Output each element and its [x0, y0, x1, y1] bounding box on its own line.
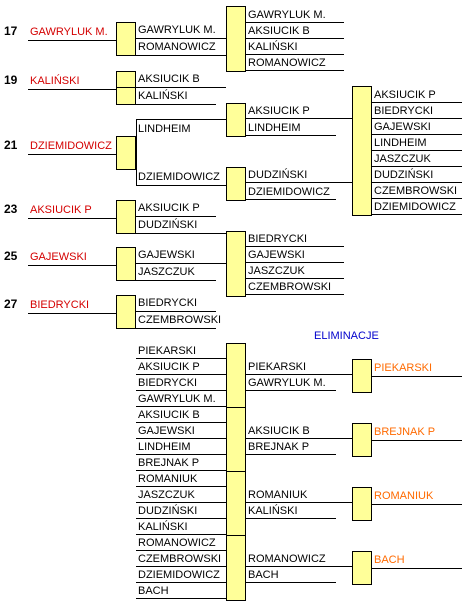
elim-pair-entry: AKSIUCIK B — [248, 425, 310, 437]
elim-winner: BACH — [374, 554, 405, 566]
elim-pair-entry: BREJNAK P — [248, 441, 310, 453]
elim-winner: BREJNAK P — [374, 426, 436, 438]
elim-pair-entry: ROMANOWICZ — [248, 553, 326, 565]
elim-pair-entry: KALIŃSKI — [248, 505, 298, 517]
bracket-entry: CZEMBROWSKI — [374, 185, 458, 197]
elim-entry: BREJNAK P — [138, 457, 200, 469]
bracket-entry: AKSIUCIK B — [138, 73, 200, 85]
bracket-entry: DUDZIŃSKI — [374, 169, 434, 181]
bracket-entry: DZIEMIDOWICZ — [374, 201, 456, 213]
bracket-box — [116, 71, 136, 105]
bracket-box — [226, 167, 246, 201]
round-number: 17 — [4, 24, 18, 38]
bracket-entry: JASZCZUK — [248, 265, 305, 277]
round-number: 27 — [4, 297, 18, 311]
bracket-box — [116, 200, 136, 234]
bracket-entry: KALIŃSKI — [138, 90, 188, 102]
bracket-box — [352, 423, 372, 457]
elim-pair-entry: GAWRYLUK M. — [248, 377, 326, 389]
round-player: GAJEWSKI — [30, 251, 87, 263]
bracket-entry: JASZCZUK — [374, 153, 431, 165]
bracket-entry: KALIŃSKI — [248, 41, 298, 53]
bracket-entry: ROMANOWICZ — [138, 41, 216, 53]
elim-entry: AKSIUCIK P — [138, 361, 200, 373]
eliminacje-title: ELIMINACJE — [314, 330, 379, 342]
elim-entry: AKSIUCIK B — [138, 409, 200, 421]
bracket-entry: DZIEMIDOWICZ — [248, 186, 330, 198]
elim-entry: JASZCZUK — [138, 489, 195, 501]
bracket-entry: ROMANOWICZ — [248, 57, 326, 69]
elim-pair-entry: BACH — [248, 569, 279, 581]
round-player: BIEDRYCKI — [30, 299, 90, 311]
elim-entry: LINDHEIM — [138, 441, 191, 453]
elim-entry: DUDZIŃSKI — [138, 505, 198, 517]
bracket-entry: LINDHEIM — [248, 122, 301, 134]
bracket-entry: CZEMBROWSKI — [248, 281, 332, 293]
bracket-box — [226, 103, 246, 137]
bracket-box — [352, 487, 372, 521]
elim-entry: CZEMBROWSKI — [138, 553, 222, 565]
round-number: 23 — [4, 202, 18, 216]
round-number: 21 — [4, 138, 18, 152]
bracket-entry: AKSIUCIK P — [374, 89, 436, 101]
round-player: KALIŃSKI — [30, 75, 80, 87]
bracket-box — [226, 535, 246, 601]
bracket-entry: GAWRYLUK M. — [248, 9, 326, 21]
round-player: GAWRYLUK M. — [30, 26, 108, 38]
bracket-entry: LINDHEIM — [374, 137, 427, 149]
elim-winner: ROMANIUK — [374, 490, 434, 502]
bracket-entry: BIEDRYCKI — [248, 233, 308, 245]
bracket-box — [352, 86, 372, 216]
bracket-entry: DUDZIŃSKI — [138, 219, 198, 231]
bracket-entry: AKSIUCIK P — [138, 202, 200, 214]
bracket-entry: BIEDRYCKI — [138, 297, 198, 309]
bracket-box — [116, 136, 136, 170]
round-number: 25 — [4, 249, 18, 263]
bracket-entry: BIEDRYCKI — [374, 105, 434, 117]
bracket-box — [226, 471, 246, 537]
elim-entry: KALIŃSKI — [138, 521, 188, 533]
bracket-entry: GAWRYLUK M. — [138, 24, 216, 36]
bracket-box — [116, 22, 136, 56]
bracket-box — [116, 247, 136, 281]
elim-entry: GAWRYLUK M. — [138, 393, 216, 405]
bracket-entry: AKSIUCIK P — [248, 105, 310, 117]
bracket-entry: CZEMBROWSKI — [138, 314, 222, 326]
bracket-entry: DUDZIŃSKI — [248, 169, 308, 181]
bracket-entry: GAJEWSKI — [138, 249, 195, 261]
round-player: DZIEMIDOWICZ — [30, 140, 112, 152]
bracket-box — [226, 343, 246, 409]
bracket-entry: DZIEMIDOWICZ — [138, 171, 220, 183]
elim-entry: DZIEMIDOWICZ — [138, 569, 220, 581]
round-number: 19 — [4, 73, 18, 87]
elim-pair-entry: ROMANIUK — [248, 489, 308, 501]
elim-pair-entry: PIEKARSKI — [248, 361, 307, 373]
bracket-box — [352, 551, 372, 585]
elim-entry: ROMANOWICZ — [138, 537, 216, 549]
bracket-box — [226, 6, 246, 72]
round-player: AKSIUCIK P — [30, 204, 92, 216]
bracket-box — [352, 359, 372, 393]
elim-entry: ROMANIUK — [138, 473, 198, 485]
bracket-entry: AKSIUCIK B — [248, 25, 310, 37]
bracket-box — [226, 231, 246, 297]
bracket-box — [116, 295, 136, 329]
elim-entry: GAJEWSKI — [138, 425, 195, 437]
elim-winner: PIEKARSKI — [374, 362, 433, 374]
elim-entry: BIEDRYCKI — [138, 377, 198, 389]
bracket-entry: GAJEWSKI — [248, 249, 305, 261]
bracket-entry: JASZCZUK — [138, 266, 195, 278]
bracket-entry: LINDHEIM — [138, 123, 191, 135]
bracket-box — [226, 407, 246, 473]
elim-entry: PIEKARSKI — [138, 345, 197, 357]
bracket-entry: GAJEWSKI — [374, 121, 431, 133]
elim-entry: BACH — [138, 585, 169, 597]
